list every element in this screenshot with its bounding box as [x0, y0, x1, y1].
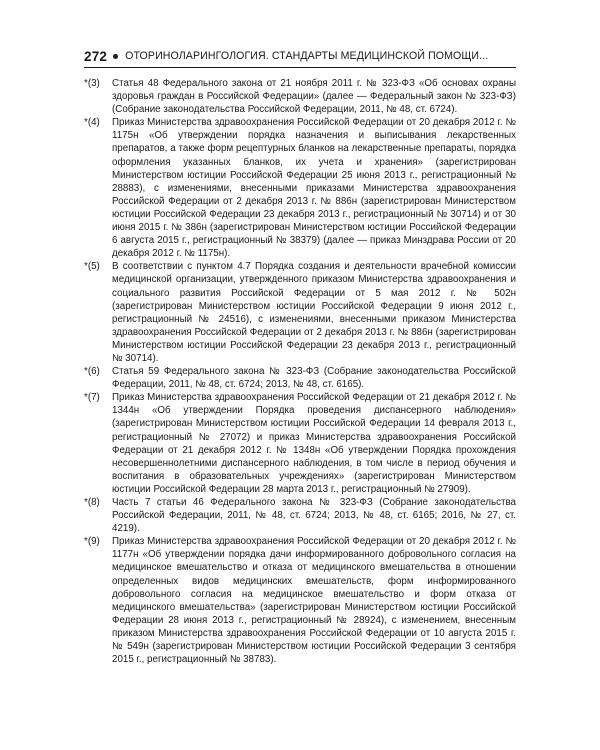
footnote-text: В соответствии с пунктом 4.7 Порядка создания и деятельности врачебной комиссии медицинской организации, утвержденного приказом Министерства здравоохранения и социального развития Российской Федерации от 5 мая 2012 г. № 502н (зарегистрирован Министерством юстиции Российской Федерации 9 июня 2012 г., регистрационный № 24516), с изменениями, внесенными приказом Министерства здравоохранения Российской Федерации от 2 декабря 2013 г. № 886н (зарегистрирован Министерством юстиции Российской Федерации 23 декабря 2013 г., регистрационный № 30714). — [112, 261, 516, 364]
footnote-marker: *(6) — [84, 366, 100, 378]
footnote-text: Приказ Министерства здравоохранения Российской Федерации от 20 декабря 2012 г. № 1175н «Об утверждении порядка назначения и выписывания лекарственных препаратов, а также форм рецептурных бланков на лекарственные препараты, порядка оформления указанных бланков, их учета и хранения» (зарегистрирован Министерством юстиции Российской Федерации 25 июня 2013 г., регистрационный № 28883), с изменениями, внесенными приказами Министерства здравоохранения Российской Федерации от 2 декабря 2013 г. № 886н (зарегистрирован Министерством юстиции Российской Федерации 23 декабря 2013 г., регистрационный № 30714) и от 30 июня 2015 г. № 386н (зарегистрирован Министерством юстиции Российской Федерации 6 августа 2015 г., регистрационный № 38379) (далее — приказ Минздрава России от 20 декабря 2012 г. № 1175н). — [112, 117, 516, 260]
footnote-text: Часть 7 статьи 46 Федерального закона № 323-ФЗ (Собрание законодательства Российской Федерации, 2011, № 48, ст. 6724; 2013, № 48, ст. 6165; 2016, № 27, ст. 4219). — [112, 497, 516, 535]
footnote — [84, 535, 516, 666]
running-title: ОТОРИНОЛАРИНГОЛОГИЯ. СТАНДАРТЫ МЕДИЦИНСКОЙ ПОМОЩИ... — [125, 50, 489, 62]
footnote — [84, 260, 516, 365]
page-header — [84, 46, 516, 66]
header-divider — [84, 67, 516, 68]
bullet-separator-icon — [113, 54, 118, 59]
page-number: 272 — [84, 48, 108, 64]
footnotes-list — [84, 77, 516, 666]
footnote — [84, 116, 516, 260]
footnote-marker: *(9) — [84, 536, 100, 548]
footnote — [84, 496, 516, 535]
footnote-marker: *(5) — [84, 261, 100, 273]
footnote — [84, 365, 516, 391]
footnote-marker: *(7) — [84, 392, 100, 404]
footnote-marker: *(8) — [84, 497, 100, 508]
footnote-marker: *(3) — [84, 78, 100, 89]
footnote — [84, 391, 516, 496]
footnote — [84, 77, 516, 116]
footnote-text: Статья 59 Федерального закона № 323-ФЗ (Собрание законодательства Российской Федерации, 2011, № 48, ст. 6724; 2013, № 48, ст. 6165). — [112, 366, 516, 391]
footnote-text: Статья 48 Федерального закона от 21 ноября 2011 г. № 323-ФЗ «Об основах охраны здоровья граждан в Российской Федерации» (далее — Федеральный закон № 323-ФЗ) (Собрание законодательства Российской Федерации, 2011, № 48, ст. 6724). — [112, 78, 516, 116]
footnote-marker: *(4) — [84, 117, 100, 129]
footnote-text: Приказ Министерства здравоохранения Российской Федерации от 20 декабря 2012 г. № 1177н «Об утверждении порядка дачи информированного добровольного согласия на медицинское вмешательство и отказа от медицинского вмешательства в отношении определенных видов медицинских вмешательств, форм информированного добровольного согласия на медицинское вмешательство и форм отказа от медицинского вмешательства» (зарегистрирован Министерством юстиции Российской Федерации 28 июня 2013 г., регистрационный № 28924), с изменением, внесенным приказом Министерства здравоохранения Российской Федерации от 10 августа 2015 г. № 549н (зарегистрирован Министерством юстиции Российской Федерации 3 сентября 2015 г., регистрационный № 38783). — [112, 536, 516, 666]
footnote-text: Приказ Министерства здравоохранения Российской Федерации от 21 декабря 2012 г. № 1344н «Об утверждении Порядка проведения диспансерного наблюдения» (зарегистрирован Министерством юстиции Российской Федерации 14 февраля 2013 г., регистрационный № 27072) и приказ Министерства здравоохранения Российской Федерации от 21 декабря 2012 г. № 1348н «Об утверждении Порядка прохождения несовершеннолетними диспансерного наблюдения, в том числе в период обучения и воспитания в образовательных учреждениях» (зарегистрирован Министерством юстиции Российской Федерации 28 марта 2013 г., регистрационный № 27909). — [112, 392, 516, 495]
